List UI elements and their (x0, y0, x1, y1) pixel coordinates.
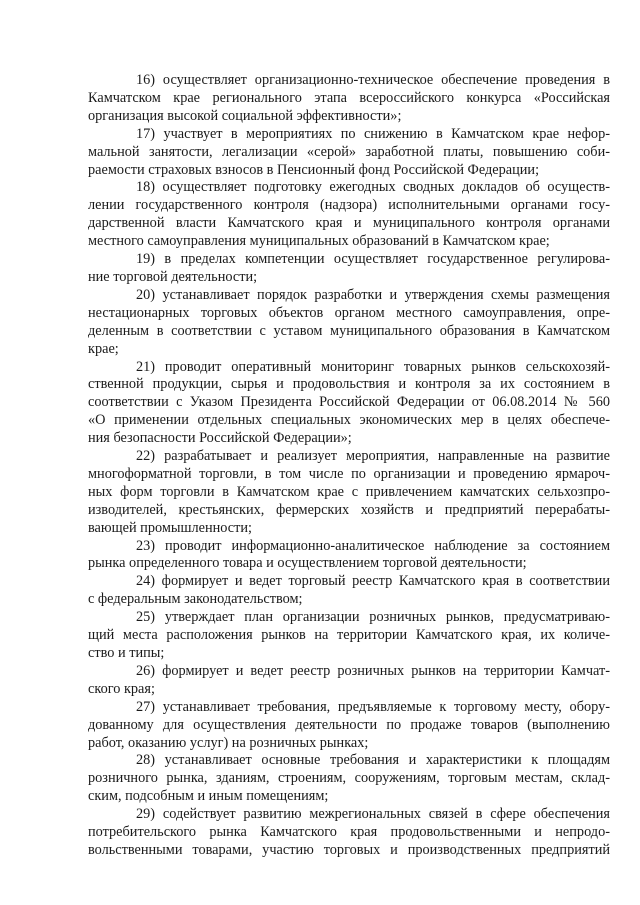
text-line: вающей промышленности; (88, 519, 253, 536)
text-line: 22) разрабатывает и реализует мероприятия, направленные на развитие (136, 448, 610, 465)
text-line: ние торговой деятельности; (88, 268, 258, 285)
list-item (88, 573, 610, 609)
list-item (88, 448, 610, 538)
text-line: ных форм торговли в Камчатском крае с привлечением камчатских сельхозпро- (88, 483, 610, 500)
text-line: 21) проводит оперативный мониторинг товарных рынков сельскохозяй- (136, 358, 610, 375)
text-line: 16) осуществляет организационно-техническое обеспечение проведения в (136, 72, 610, 88)
text-line: потребительского рынка Камчатского края продовольственными и непродо- (88, 824, 610, 841)
list-item (88, 179, 610, 251)
text-line: ственной продукции, сырья и продовольствия и контроля за их состоянием в (88, 376, 610, 393)
text-line: работ, оказанию услуг) на розничных рынках; (88, 734, 369, 751)
text-line: Камчатском крае регионального этапа всероссийского конкурса «Российская (88, 89, 610, 106)
text-line: 27) устанавливает требования, предъявляемые к торговому месту, обору- (136, 698, 610, 715)
list-item (88, 251, 610, 287)
text-line: 29) содействует развитию межрегиональных связей в сфере обеспечения (136, 806, 610, 823)
text-line: вольственными товарами, участию торговых и производственных предприятий (88, 841, 610, 858)
text-line: нестационарных торговых объектов органом местного самоуправления, опре- (88, 304, 610, 321)
text-line: рынка определенного товара и осуществлением торговой деятельности; (88, 555, 527, 572)
text-line: многоформатной торговли, в том числе по организации и проведению ярмароч- (88, 465, 610, 482)
list-item (88, 538, 610, 574)
text-line: «О применении отдельных специальных экономических мер в целях обеспече- (88, 412, 610, 429)
text-line: 23) проводит информационно-аналитическое наблюдение за состоянием (136, 537, 610, 554)
list-item (88, 663, 610, 699)
text-line: лении государственного контроля (надзора) исполнительными органами госу- (88, 197, 610, 214)
list-item (88, 126, 610, 180)
text-line: 18) осуществляет подготовку ежегодных сводных докладов об осуществ- (136, 179, 610, 196)
list-item (88, 752, 610, 806)
list-item (88, 359, 610, 449)
text-line: 26) формирует и ведет реестр розничных рынков на территории Камчат- (136, 662, 610, 679)
text-line: ским, подсобным и иным помещениям; (88, 788, 329, 805)
text-line: соответствии с Указом Президента Российской Федерации от 06.08.2014 № 560 (88, 394, 610, 411)
text-line: мальной занятости, легализации «серой» заработной платы, повышению соби- (88, 143, 610, 160)
text-line: 24) формирует и ведет торговый реестр Камчатского края в соответствии (136, 573, 610, 590)
text-line: ния безопасности Российской Федерации»; (88, 430, 352, 447)
list-item (88, 72, 610, 126)
text-line: 17) участвует в мероприятиях по снижению в Камчатском крае нефор- (136, 125, 610, 142)
text-line: розничного рынка, зданиям, строениям, сооружениям, торговым местам, склад- (88, 770, 610, 787)
text-line: 25) утверждает план организации розничных рынков, предусматриваю- (136, 609, 610, 626)
list-item (88, 609, 610, 663)
list-item (88, 806, 610, 860)
text-line: 19) в пределах компетенции осуществляет государственное регулирова- (136, 251, 610, 268)
text-line: щий места расположения рынков на территории Камчатского края, их количе- (88, 627, 610, 644)
text-line: крае; (88, 340, 119, 357)
document-body (88, 72, 610, 860)
text-line: 28) устанавливает основные требования и характеристики к площадям (136, 752, 610, 769)
text-line: ство и типы; (88, 645, 165, 661)
text-line: дарственной власти Камчатского края и муниципального контроля органами (88, 215, 610, 232)
text-line: изводителей, крестьянских, фермерских хозяйств и предприятий перерабаты- (88, 501, 610, 518)
text-line: 20) устанавливает порядок разработки и утверждения схемы размещения (136, 286, 610, 303)
text-line: раемости страховых взносов в Пенсионный фонд Российской Федерации; (88, 161, 540, 178)
text-line: с федеральным законодательством; (88, 591, 303, 608)
list-item (88, 699, 610, 753)
list-item (88, 287, 610, 359)
text-line: местного самоуправления муниципальных образований в Камчатском крае; (88, 233, 550, 250)
text-line: ского края; (88, 680, 155, 697)
text-line: дованному для осуществления деятельности по продаже товаров (выполнению (88, 716, 610, 733)
text-line: организация высокой социальной эффективности»; (88, 107, 402, 124)
text-line: деленным в соответствии с уставом муниципального образования в Камчатском (88, 322, 610, 339)
